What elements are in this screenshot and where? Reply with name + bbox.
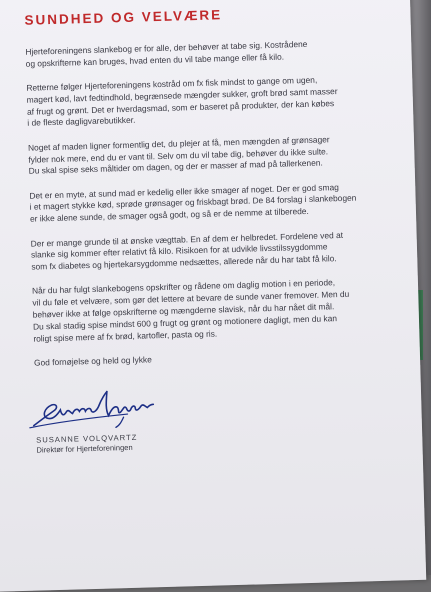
paragraph-2: Retterne følger Hjerteforeningens kostråd om fx fisk mindst to gange om ugen, magert kød, lavt fedtindhold, begrænsede mængder sukker, groft brød samt masser af frugt og grønt. Det er hverdagsmad, som er baseret på produkter, der kan købes i de fleste dagligvarebutikker. xyxy=(26,74,338,129)
signatory-title: Direktør for Hjerteforeningen xyxy=(36,442,133,455)
signatory-name: SUSANNE VOLQVARTZ xyxy=(36,432,138,445)
paragraph-1: Hjerteforeningens slankebog er for alle, der behøver at tabe sig. Kostrådene og opskrifterne kan bruges, hvad enten du vil tabe mange eller få kilo. xyxy=(25,38,308,69)
paragraph-3: Noget af maden ligner formentlig det, du plejer at få, men mængden af grønsager fylder nok mere, end du er vant til. Selv om du vil tabe dig, behøver du ikke sulte. Du skal spise seks måltider om dagen, og der er masser af mad på tallerkenen. xyxy=(27,134,330,177)
handwritten-signature xyxy=(27,386,158,432)
paragraph-5: Der er mange grunde til at ønske vægttab. En af dem er helbredet. Fordelene ved at slanke sig kommer efter relativt få kilo. Risikoen for at udvikle livsstilssygdomme som fx diabetes og hjertekarsygdomme nedsættes, allerede når du har tabt få kilo. xyxy=(30,229,344,272)
page-content xyxy=(24,3,392,455)
paragraph-6: Når du har fulgt slankebogens opskrifter og rådene om daglig motion i en periode, vil du føle et velvære, som gør det lettere at bevare de sunde vaner fremover. Men du behøver ikke at følge opskrifterne og mængderne slavisk, når du har nået dit mål. Du skal stadig spise mindst 600 g frugt og grønt og motionere dagligt, men du kan roligt spise mere af fx brød, kartofler, pasta og ris. xyxy=(31,277,350,344)
page-heading: SUNDHED OG VELVÆRE xyxy=(24,7,223,28)
paragraph-4: Det er en myte, at sund mad er kedelig eller ikke smager af noget. Der er god smag i et magert stykke kød, sprøde grønsager og friskbagt brød. De 84 forslag i slankebogen er ikke alene sunde, de smager også godt, og så er de nemme at tilberede. xyxy=(29,181,357,224)
closing-line: God fornøjelse og held og lykke xyxy=(33,354,152,368)
